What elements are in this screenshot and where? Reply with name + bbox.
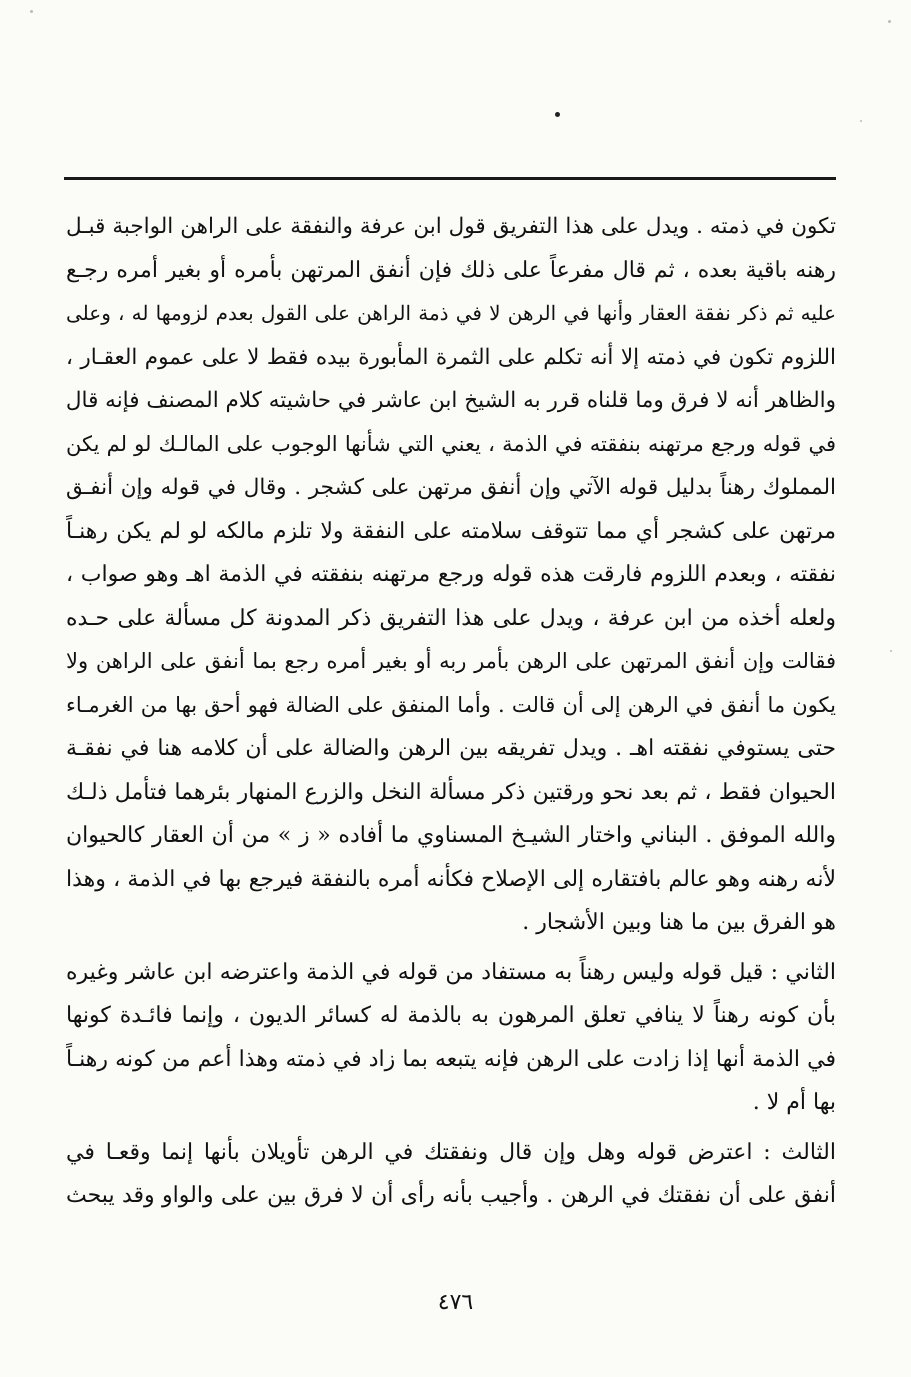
text-line: فقالت وإن أنفق المرتهن على الرهن بأمر ربه أو بغير أمره رجع بما أنفق على الراهن ولا: [66, 649, 836, 673]
text-line: المملوك رهناً بدليل قوله الآتي وإن أنفق مرتهن على كشجر . وقال في قوله وإن أنفـق: [66, 475, 836, 500]
text-line: في قوله ورجع مرتهنه بنفقته في الذمة ، يعني التي شأنها الوجوب على المالـك لو لم يكن: [66, 431, 836, 456]
scan-speck: [30, 10, 33, 13]
text-line: مرتهن على كشجر أي مما تتوقف سلامته على النفقة ولا تلزم مالكه لو لم يكن رهنـاً: [66, 518, 836, 544]
text-line: بأن كونه رهناً لا ينافي تعلق المرهون به بالذمة له كسائر الديون ، وإنما فائـدة كونها: [66, 1003, 836, 1028]
scan-speck: [860, 120, 862, 122]
text-line: حتى يستوفي نفقته اهـ . ويدل تفريقه بين الرهن والضالة على أن كلامه هنا في نفقـة: [66, 736, 836, 761]
page-number: ٤٧٦: [437, 1290, 474, 1315]
text-line: الحيوان فقط ، ثم بعد نحو ورقتين ذكر مسألة النخل والزرع المنهار بئرهما فتأمل ذلـك: [66, 779, 836, 805]
header-rule: [64, 177, 836, 180]
text-line: الثاني : قيل قوله وليس رهناً به مستفاد من قوله في الذمة واعترضه ابن عاشر وغيره: [66, 959, 836, 985]
text-line: أنفق على أن نفقتك في الرهن . وأجيب بأنه رأى أن لا فرق بين على والواو وقد يبحث: [66, 1183, 836, 1208]
text-line: والله الموفق . البناني واختار الشيـخ المسناوي ما أفاده « ز » من أن العقار كالحيوان: [66, 823, 836, 848]
text-line: بها أم لا .: [752, 1090, 836, 1115]
text-line: والظاهر أنه لا فرق وما قلناه قرر به الشيخ ابن عاشر في حاشيته كلام المصنف فإنه قال: [66, 388, 836, 413]
text-line: عليه ثم ذكر نفقة العقار وأنها في الرهن لا في ذمة الراهن على القول بعدم لزومها له ، وعلى: [66, 301, 836, 325]
text-line: نفقته ، وبعدم اللزوم فارقت هذه قوله ورجع مرتهنه بنفقته في الذمة اهـ وهو صواب ،: [66, 562, 836, 587]
text-line: رهنه باقية بعده ، ثم قال مفرعاً على ذلك فإن أنفق المرتهن بأمره أو بغير أمره رجـع: [66, 257, 836, 283]
text-line: الثالث : اعترض قوله وهل وإن قال ونفقتك في الرهن تأويلان بأنها إنما وقعـا في: [66, 1139, 836, 1165]
text-line: تكون في ذمته . ويدل على هذا التفريق قول ابن عرفة والنفقة على الراهن الواجبة قبـل: [66, 214, 836, 239]
ink-mark: [555, 112, 560, 117]
scan-speck: [890, 650, 892, 652]
text-line: ولعله أخذه من ابن عرفة ، ويدل على هذا التفريق ذكر المدونة كل مسألة على حـده: [66, 605, 836, 631]
text-line: في الذمة أنها إذا زادت على الرهن فإنه يتبعه بما زاد في ذمته وهذا أعم من كونه رهنـاً: [66, 1046, 836, 1072]
text-line: يكون ما أنفق في الرهن إلى أن قالت . وأما المنفق على الضالة فهو أحق بها من الغرمـاء: [66, 692, 836, 717]
text-line: هو الفرق بين ما هنا وبين الأشجار .: [522, 910, 836, 935]
scan-speck: [888, 20, 891, 23]
text-line: لأنه رهنه وهو عالم بافتقاره إلى الإصلاح فكأنه أمره بالنفقة فيرجع بها في الذمة ، وهذا: [66, 866, 836, 892]
text-line: اللزوم تكون في ذمته إلا أنه تكلم على الثمرة المأبورة بيده فقط لا على عموم العقـار ،: [66, 344, 836, 370]
body-text: [66, 205, 836, 1218]
